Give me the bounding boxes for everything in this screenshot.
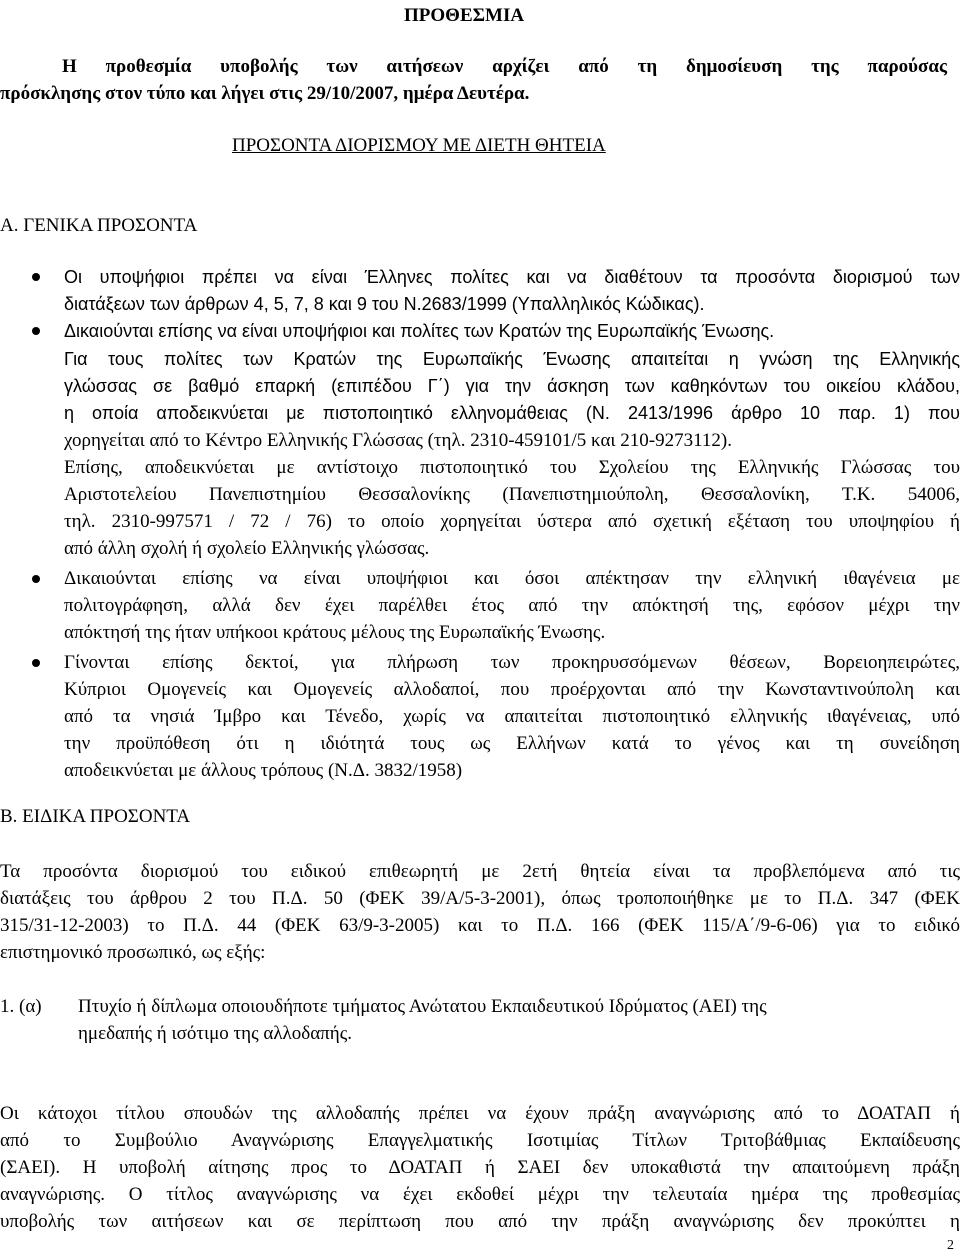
general-b3-line-2: πολιτογράφηση, αλλά δεν έχει παρέλθει έτος από την απόκτησή της, εφόσον μέχρι την (64, 595, 960, 616)
general-b4-line-4: την προϋπόθεση ότι η ιδιότητά τους ως Ελλήνων κατά το γένος και τη συνείδηση (64, 733, 960, 754)
heading-qualifications: ΠΡΟΣΟΝΤΑ ΔΙΟΡΙΣΜΟΥ ΜΕ ΔΙΕΤΗ ΘΗΤΕΙΑ (232, 135, 606, 156)
foreign-line-1: Οι κάτοχοι τίτλου σπουδών της αλλοδαπής πρέπει να έχουν πράξη αναγνώρισης από το ΔΟΑΤΑΠ ή (0, 1103, 960, 1124)
special-line-4: επιστημονικό προσωπικό, ως εξής: (0, 942, 266, 963)
general-b1-line-1: Οι υποψήφιοι πρέπει να είναι Έλληνες πολίτες και να διαθέτουν τα προσόντα διορισμού των (64, 267, 960, 287)
heading-special: Β. ΕΙΔΙΚΑ ΠΡΟΣΟΝΤΑ (0, 806, 191, 827)
deadline-line-2: πρόσκλησης στον τύπο και λήγει στις 29/10/2007, ημέρα Δευτέρα. (0, 83, 530, 104)
general-p-line-7: τηλ. 2310-997571 / 72 / 76) το οποίο χορηγείται ύστερα από σχετική εξέταση του υποψηφίου ή (64, 511, 960, 532)
general-p-line-3: η οποία αποδεικνύεται με πιστοποιητικό ελληνομάθειας (Ν. 2413/1996 άρθρο 10 παρ. 1) που (64, 403, 960, 423)
general-b1-line-2: διατάξεων των άρθρων 4, 5, 7, 8 και 9 του Ν.2683/1999 (Υπαλληλικός Κώδικας). (64, 294, 705, 314)
heading-deadline: ΠΡΟΘΕΣΜΙΑ (404, 5, 525, 26)
bullet-icon (32, 659, 40, 667)
page-number: 2 (947, 1238, 954, 1253)
general-p-line-4: χορηγείται από το Κέντρο Ελληνικής Γλώσσας (τηλ. 2310-459101/5 και 210-9273112). (64, 430, 732, 451)
special-item-line-2: ημεδαπής ή ισότιμο της αλλοδαπής. (78, 1023, 352, 1044)
special-line-1: Τα προσόντα διορισμού του ειδικού επιθεωρητή με 2ετή θητεία είναι τα προβλεπόμενα από τις (0, 861, 960, 882)
special-line-2: διατάξεις του άρθρου 2 του Π.Δ. 50 (ΦΕΚ 39/Α/5-3-2001), όπως τροποποιήθηκε με το Π.Δ. 347 (ΦΕΚ (0, 888, 960, 909)
bullet-icon (32, 575, 40, 583)
foreign-line-4: αναγνώρισης. Ο τίτλος αναγνώρισης να έχει εκδοθεί μέχρι την τελευταία ημέρα της προθεσμίας (0, 1184, 960, 1205)
bullet-icon (32, 273, 40, 281)
general-p-line-8: από άλλη σχολή ή σχολείο Ελληνικής γλώσσας. (64, 538, 430, 559)
foreign-line-3: (ΣΑΕΙ). Η υποβολή αίτησης προς το ΔΟΑΤΑΠ ή ΣΑΕΙ δεν υποκαθιστά την απαιτούμενη πράξη (0, 1157, 960, 1178)
general-p-line-1: Για τους πολίτες των Κρατών της Ευρωπαϊκής Ένωσης απαιτείται η γνώση της Ελληνικής (64, 349, 960, 369)
general-b3-line-3: απόκτησή της ήταν υπήκοοι κράτους μέλους της Ευρωπαϊκής Ένωσης. (64, 622, 606, 643)
general-b4-line-1: Γίνονται επίσης δεκτοί, για πλήρωση των προκηρυσσόμενων θέσεων, Βορειοηπειρώτες, (64, 652, 960, 673)
deadline-line-1: Η προθεσμία υποβολής των αιτήσεων αρχίζει από τη δημοσίευση της παρούσας (62, 56, 947, 77)
general-p-line-2: γλώσσας σε βαθμό επαρκή (επιπέδου Γ΄) για την άσκηση των καθηκόντων του οικείου κλάδου, (64, 376, 960, 396)
foreign-line-5: υποβολής των αιτήσεων και σε περίπτωση που από την πράξη αναγνώρισης δεν προκύπτει η (0, 1211, 960, 1232)
general-p-line-5: Επίσης, αποδεικνύεται με αντίστοιχο πιστοποιητικό του Σχολείου της Ελληνικής Γλώσσας του (64, 457, 960, 478)
general-b4-line-5: αποδεικνύεται με άλλους τρόπους (Ν.Δ. 3832/1958) (64, 760, 463, 781)
heading-general: Α. ΓΕΝΙΚΑ ΠΡΟΣΟΝΤΑ (0, 215, 198, 236)
special-item-label: 1. (α) (0, 996, 42, 1017)
bullet-icon (32, 327, 40, 335)
special-item-line-1: Πτυχίο ή δίπλωμα οποιουδήποτε τμήματος Ανώτατου Εκπαιδευτικού Ιδρύματος (ΑΕΙ) της (78, 996, 767, 1017)
general-b4-line-3: από τα νησιά Ίμβρο και Τένεδο, χωρίς να απαιτείται πιστοποιητικό ελληνικής ιθαγένειας, υπό (64, 706, 960, 727)
general-b2-line-1: Δικαιούνται επίσης να είναι υποψήφιοι και πολίτες των Κρατών της Ευρωπαϊκής Ένωσης. (64, 321, 775, 341)
foreign-line-2: από το Συμβούλιο Αναγνώρισης Επαγγελματικής Ισοτιμίας Τίτλων Τριτοβάθμιας Εκπαίδευσης (0, 1130, 960, 1151)
general-b4-line-2: Κύπριοι Ομογενείς και Ομογενείς αλλοδαποί, που προέρχονται από την Κωνσταντινούπολη και (64, 679, 960, 700)
general-p-line-6: Αριστοτελείου Πανεπιστημίου Θεσσαλονίκης (Πανεπιστημιούπολη, Θεσσαλονίκη, Τ.Κ. 54006, (64, 484, 960, 505)
general-b3-line-1: Δικαιούνται επίσης να είναι υποψήφιοι και όσοι απέκτησαν την ελληνική ιθαγένεια με (64, 568, 960, 589)
special-line-3: 315/31-12-2003) το Π.Δ. 44 (ΦΕΚ 63/9-3-2005) και το Π.Δ. 166 (ΦΕΚ 115/Α΄/9-6-06) για το ειδικό (0, 915, 960, 936)
